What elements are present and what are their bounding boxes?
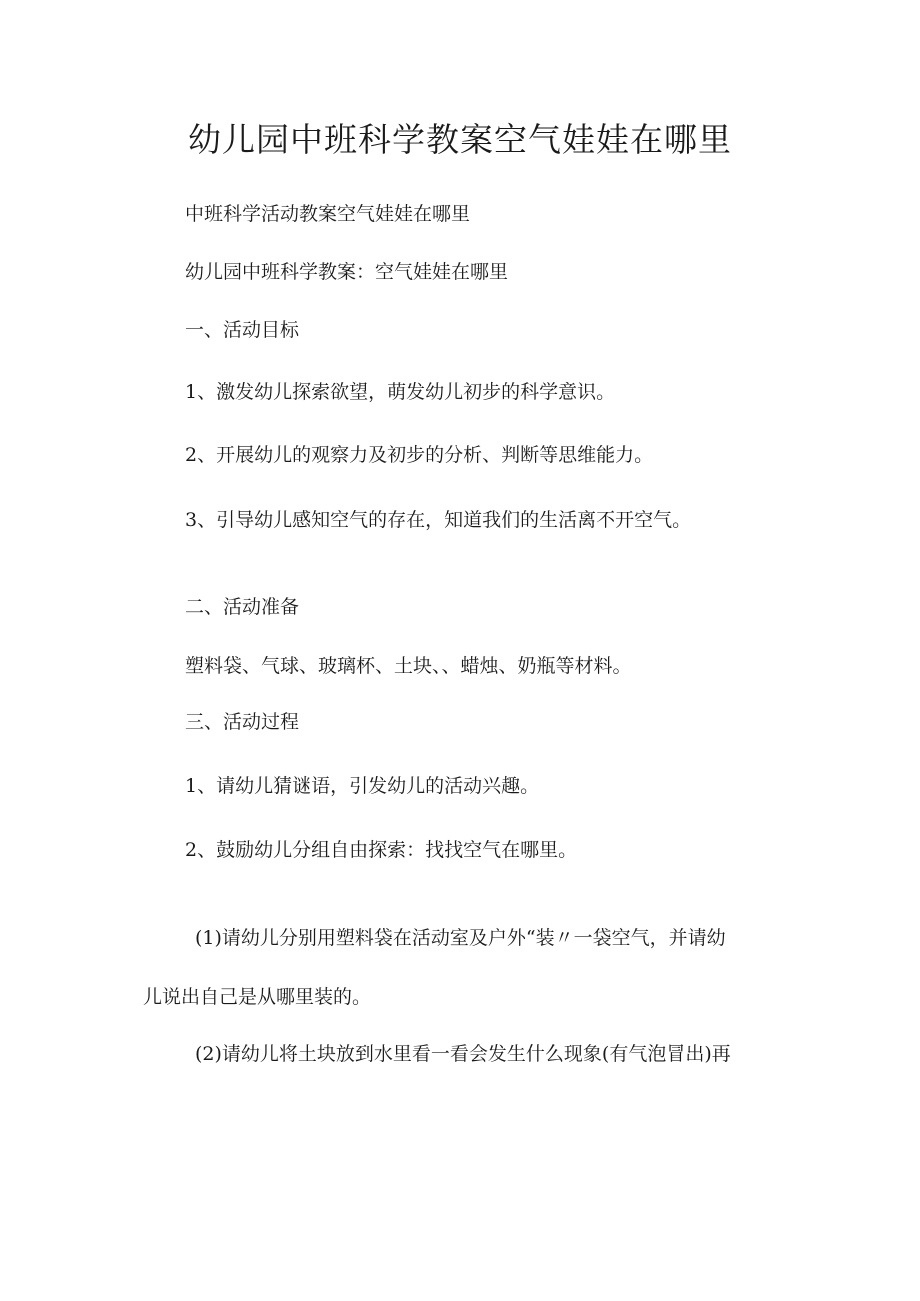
subtitle-line-2: 幼儿园中班科学教案：空气娃娃在哪里: [185, 261, 509, 283]
process-step-1: 1、请幼儿猜谜语，引发幼儿的活动兴趣。: [185, 775, 540, 797]
goal-item-1: 1、激发幼儿探索欲望，萌发幼儿初步的科学意识。: [185, 381, 616, 403]
process-substep-2: (2)请幼儿将土块放到水里看一看会发生什么现象(有气泡冒出)再: [195, 1043, 731, 1065]
process-substep-1: (1)请幼儿分别用塑料袋在活动室及户外“装〃一袋空气，并请幼: [195, 927, 726, 949]
section-heading-process: 三、活动过程: [185, 711, 300, 733]
process-substep-1-continued: 儿说出自己是从哪里装的。: [143, 986, 372, 1008]
section-heading-goals: 一、活动目标: [185, 319, 300, 341]
subtitle-line: 中班科学活动教案空气娃娃在哪里: [185, 203, 471, 225]
process-step-2: 2、鼓励幼儿分组自由探索：找找空气在哪里。: [185, 839, 578, 861]
goal-item-2: 2、开展幼儿的观察力及初步的分析、判断等思维能力。: [185, 444, 654, 466]
preparation-materials: 塑料袋、气球、玻璃杯、土块、、蜡烛、奶瓶等材料。: [185, 655, 632, 677]
section-heading-preparation: 二、活动准备: [185, 596, 300, 618]
document-title: 幼儿园中班科学教案空气娃娃在哪里: [188, 120, 732, 159]
goal-item-3: 3、引导幼儿感知空气的存在，知道我们的生活离不开空气。: [185, 509, 692, 531]
